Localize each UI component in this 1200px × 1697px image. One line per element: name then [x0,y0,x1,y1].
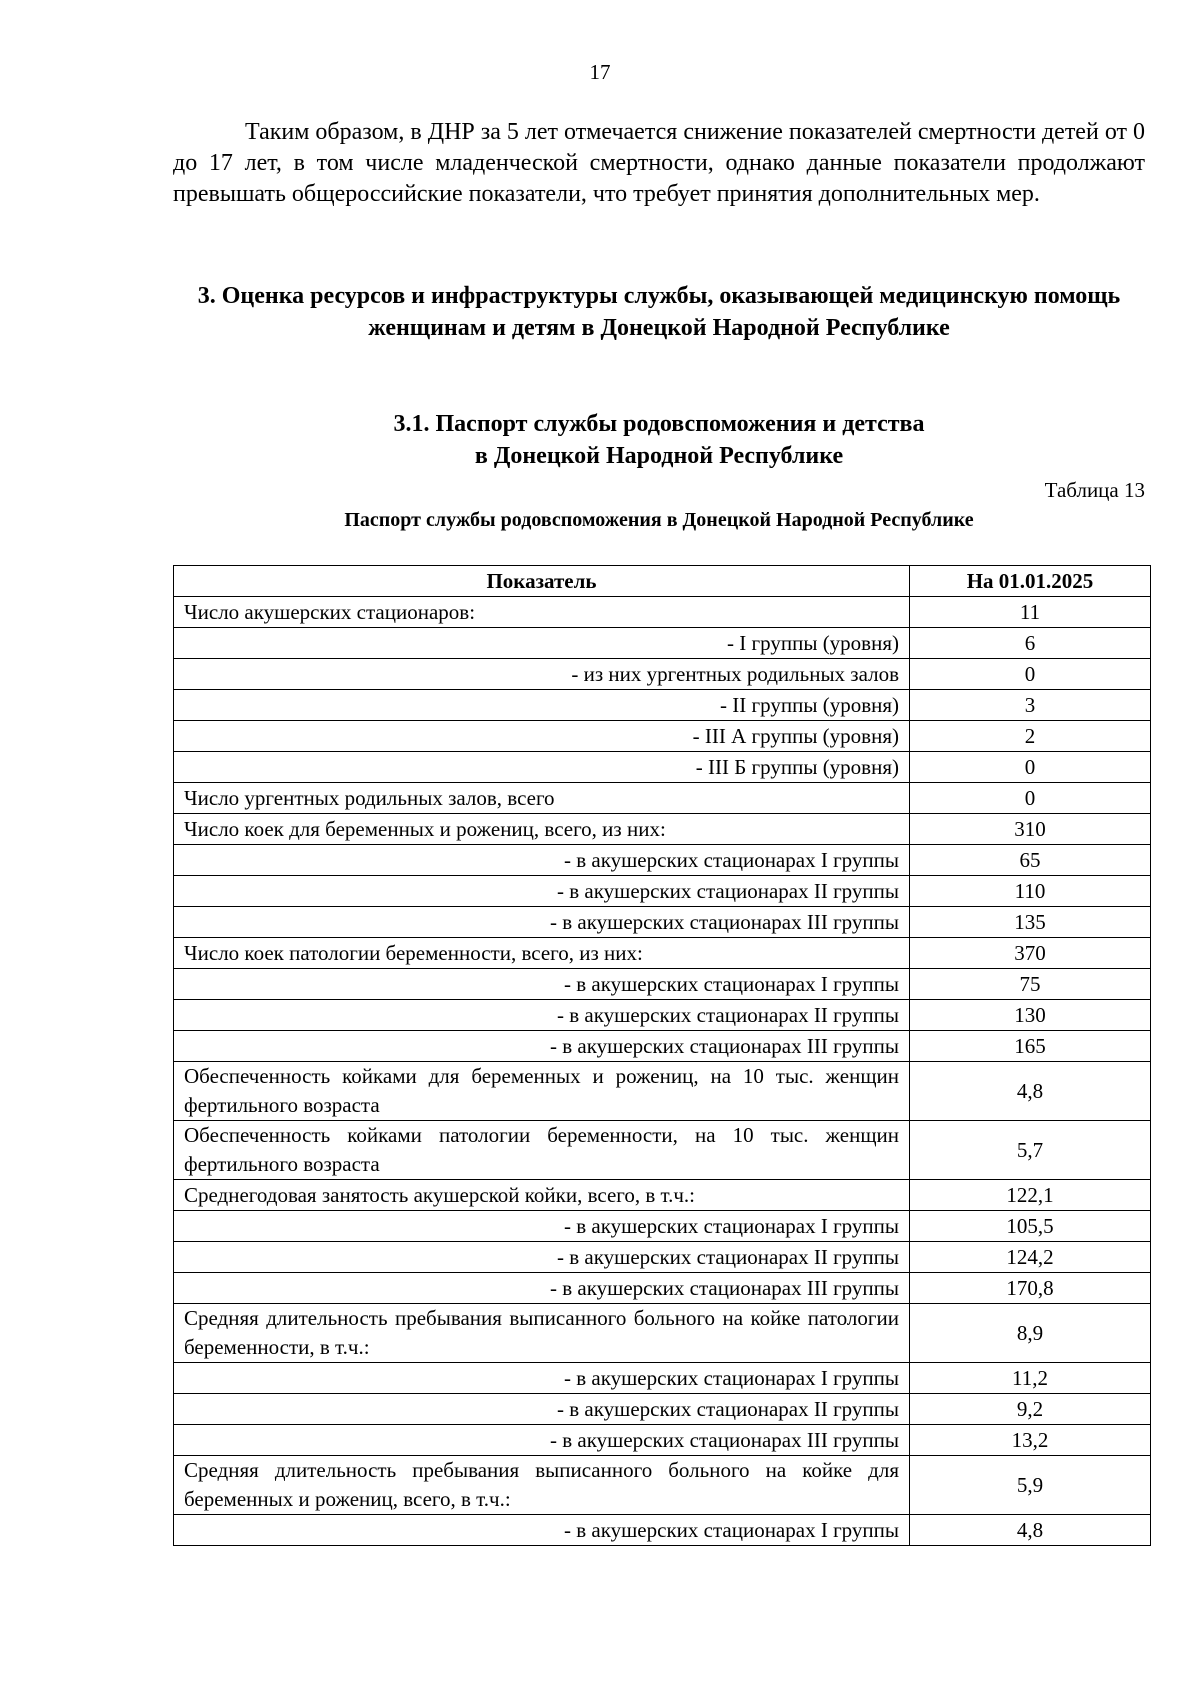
value-cell: 110 [910,876,1151,907]
header-value: На 01.01.2025 [910,566,1151,597]
indicator-cell: - в акушерских стационарах III группы [174,1273,910,1304]
indicator-cell: Число коек патологии беременности, всего, из них: [174,938,910,969]
value-cell: 4,8 [910,1062,1151,1121]
table-row [174,1304,1151,1363]
value-cell: 105,5 [910,1211,1151,1242]
indicator-cell: - в акушерских стационарах II группы [174,1242,910,1273]
intro-paragraph: Таким образом, в ДНР за 5 лет отмечается снижение показателей смертности детей от 0 до 17 лет, в том числе младенческой смертности, однако данные показатели продолжают превышать общероссийские показатели, что требует принятия дополнительных мер. [173,119,1145,207]
table-row [174,1211,1151,1242]
table-row [174,783,1151,814]
value-cell: 4,8 [910,1515,1151,1546]
indicator-cell: - из них ургентных родильных залов [174,659,910,690]
indicator-cell: - в акушерских стационарах II группы [174,1394,910,1425]
table-row [174,1273,1151,1304]
table-row [174,597,1151,628]
value-cell: 165 [910,1031,1151,1062]
section-heading: 3. Оценка ресурсов и инфраструктуры службы, оказывающей медицинскую помощь женщинам и детям в Донецкой Народной Республике [197,283,1121,341]
value-cell: 11 [910,597,1151,628]
table-row [174,1000,1151,1031]
table-row [174,1456,1151,1515]
indicator-cell: - в акушерских стационарах I группы [174,1363,910,1394]
indicator-cell: Число акушерских стационаров: [174,597,910,628]
table-row [174,1031,1151,1062]
value-cell: 65 [910,845,1151,876]
header-indicator: Показатель [174,566,910,597]
page-number: 17 [589,60,611,84]
table-row [174,1394,1151,1425]
table-row [174,876,1151,907]
table-row [174,690,1151,721]
value-cell: 5,9 [910,1456,1151,1515]
value-cell: 122,1 [910,1180,1151,1211]
value-cell: 370 [910,938,1151,969]
indicator-cell: - I группы (уровня) [174,628,910,659]
value-cell: 13,2 [910,1425,1151,1456]
indicator-cell: - в акушерских стационарах II группы [174,876,910,907]
value-cell: 3 [910,690,1151,721]
value-cell: 5,7 [910,1121,1151,1180]
value-cell: 8,9 [910,1304,1151,1363]
indicator-cell: Средняя длительность пребывания выписанного больного на койке патологии беременности, в т.ч.: [174,1304,910,1363]
value-cell: 6 [910,628,1151,659]
table-row [174,1242,1151,1273]
value-cell: 0 [910,659,1151,690]
subsection-heading-line1: 3.1. Паспорт службы родовспоможения и детства [393,411,925,437]
indicator-cell: - в акушерских стационарах I группы [174,845,910,876]
indicator-cell: - в акушерских стационарах II группы [174,1000,910,1031]
value-cell: 0 [910,783,1151,814]
indicator-cell: - III А группы (уровня) [174,721,910,752]
indicator-cell: Обеспеченность койками патологии беременности, на 10 тыс. женщин фертильного возраста [174,1121,910,1180]
table-row [174,814,1151,845]
indicator-cell: - III Б группы (уровня) [174,752,910,783]
indicator-cell: - в акушерских стационарах III группы [174,1031,910,1062]
value-cell: 310 [910,814,1151,845]
table-number: Таблица 13 [1044,478,1145,502]
indicator-cell: Обеспеченность койками для беременных и рожениц, на 10 тыс. женщин фертильного возраста [174,1062,910,1121]
table-row [174,969,1151,1000]
indicator-cell: - в акушерских стационарах I группы [174,1211,910,1242]
table-row [174,1363,1151,1394]
value-cell: 124,2 [910,1242,1151,1273]
value-cell: 2 [910,721,1151,752]
table-row [174,1121,1151,1180]
subsection-heading-line2: в Донецкой Народной Республике [474,442,844,469]
indicator-cell: Число ургентных родильных залов, всего [174,783,910,814]
value-cell: 135 [910,907,1151,938]
table-row [174,628,1151,659]
indicator-cell: Среднегодовая занятость акушерской койки, всего, в т.ч.: [174,1180,910,1211]
value-cell: 170,8 [910,1273,1151,1304]
indicator-cell: Средняя длительность пребывания выписанного больного на койке для беременных и рожениц, всего, в т.ч.: [174,1456,910,1515]
table-body [174,597,1151,1546]
table-row [174,1515,1151,1546]
table-row [174,1180,1151,1211]
indicator-cell: - в акушерских стационарах I группы [174,1515,910,1546]
value-cell: 0 [910,752,1151,783]
table-row [174,845,1151,876]
value-cell: 9,2 [910,1394,1151,1425]
subsection-heading [173,409,1145,472]
table-header-row [174,566,1151,597]
table-row [174,721,1151,752]
table-row [174,1062,1151,1121]
table-row [174,659,1151,690]
indicator-cell: - в акушерских стационарах III группы [174,907,910,938]
obstetric-service-passport-table [173,565,1151,1546]
table-row [174,1425,1151,1456]
indicator-cell: - II группы (уровня) [174,690,910,721]
table-row [174,752,1151,783]
indicator-cell: - в акушерских стационарах III группы [174,1425,910,1456]
table-row [174,907,1151,938]
indicator-cell: Число коек для беременных и рожениц, всего, из них: [174,814,910,845]
indicator-cell: - в акушерских стационарах I группы [174,969,910,1000]
value-cell: 75 [910,969,1151,1000]
value-cell: 130 [910,1000,1151,1031]
table-row [174,938,1151,969]
value-cell: 11,2 [910,1363,1151,1394]
table-caption: Паспорт службы родовспоможения в Донецкой Народной Республике [344,509,974,531]
